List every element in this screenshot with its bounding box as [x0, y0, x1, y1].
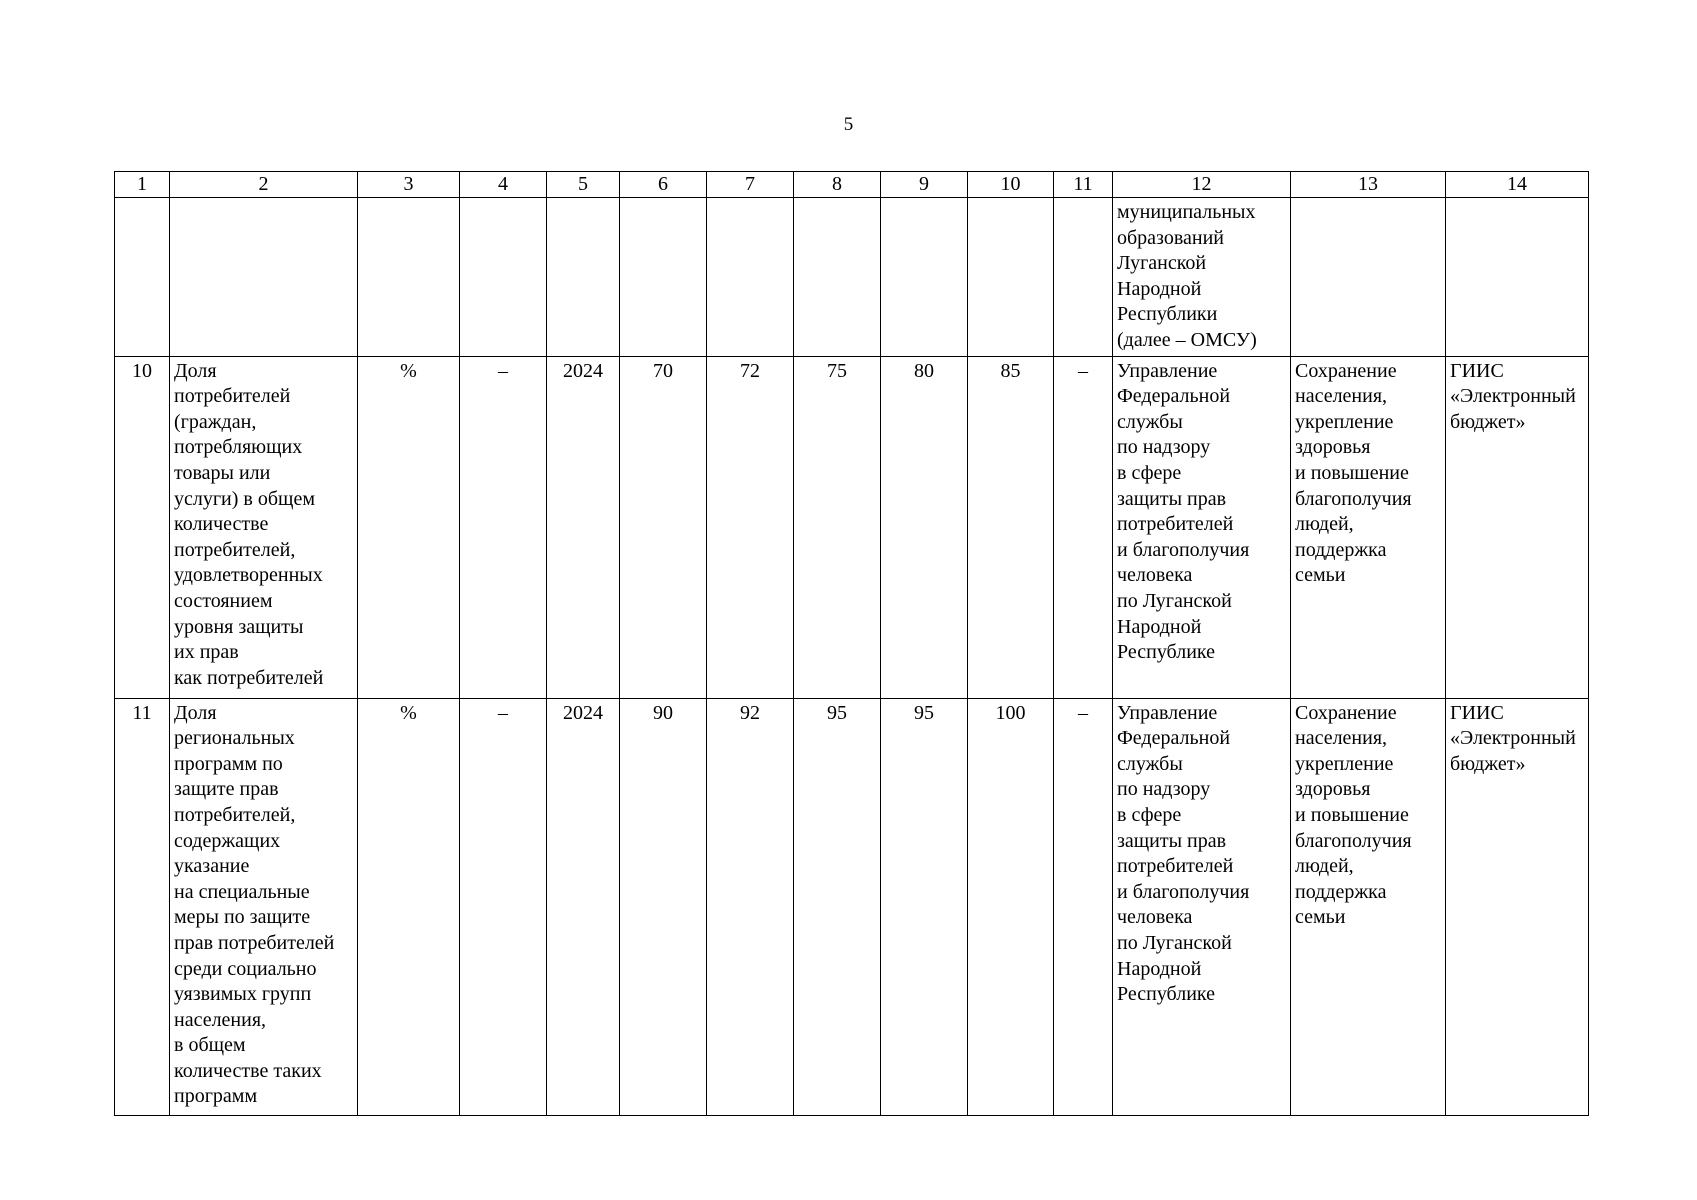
indicators-table	[114, 171, 1589, 1116]
column-header-7: 7	[707, 172, 794, 198]
column-header-4: 4	[460, 172, 547, 198]
column-header-13: 13	[1291, 172, 1446, 198]
row-number-cell: 11	[115, 698, 170, 1115]
year-cell: 2024	[547, 356, 620, 698]
column-header-9: 9	[881, 172, 968, 198]
unit-cell: %	[358, 698, 460, 1115]
column-header-10: 10	[968, 172, 1054, 198]
responsible-cell: Управление Федеральной службы по надзору в сфере защиты прав потребителей и благополучия человека по Луганской Народной Республике	[1113, 698, 1291, 1115]
table-cell	[1446, 198, 1589, 357]
responsible-cell: Управление Федеральной службы по надзору в сфере защиты прав потребителей и благополучия человека по Луганской Народной Республике	[1113, 356, 1291, 698]
value-cell-7: 92	[707, 698, 794, 1115]
goal-cell: Сохранение населения, укрепление здоровья и повышение благополучия людей, поддержка семьи	[1291, 698, 1446, 1115]
goal-cell: Сохранение населения, укрепление здоровья и повышение благополучия людей, поддержка семьи	[1291, 356, 1446, 698]
column-header-2: 2	[170, 172, 358, 198]
information-system-cell: ГИИС «Электронный бюджет»	[1446, 698, 1589, 1115]
value-cell-9: 95	[881, 698, 968, 1115]
table-cell	[794, 198, 881, 357]
value-cell-8: 75	[794, 356, 881, 698]
value-cell-9: 80	[881, 356, 968, 698]
table-row-continuation	[115, 198, 1589, 357]
column-header-11: 11	[1054, 172, 1113, 198]
information-system-cell: ГИИС «Электронный бюджет»	[1446, 356, 1589, 698]
table-cell	[547, 198, 620, 357]
column-header-3: 3	[358, 172, 460, 198]
column-header-12: 12	[1113, 172, 1291, 198]
value-cell-10: 100	[968, 698, 1054, 1115]
table-cell	[881, 198, 968, 357]
column-header-14: 14	[1446, 172, 1589, 198]
value-cell-6: 90	[620, 698, 707, 1115]
column-header-6: 6	[620, 172, 707, 198]
table-cell	[1054, 198, 1113, 357]
column-header-1: 1	[115, 172, 170, 198]
column-header-5: 5	[547, 172, 620, 198]
table-cell	[115, 198, 170, 357]
year-cell: 2024	[547, 698, 620, 1115]
value-cell-6: 70	[620, 356, 707, 698]
responsible-cell: муниципальных образований Луганской Народной Республики (далее – ОМСУ)	[1113, 198, 1291, 357]
base-value-cell: –	[460, 698, 547, 1115]
value-cell-11: –	[1054, 356, 1113, 698]
indicator-name-cell: Доля потребителей (граждан, потребляющих товары или услуги) в общем количестве потребителей, удовлетворенных состоянием уровня защиты их прав как потребителей	[170, 356, 358, 698]
table-cell	[620, 198, 707, 357]
table-cell	[170, 198, 358, 357]
table-cell	[1291, 198, 1446, 357]
value-cell-10: 85	[968, 356, 1054, 698]
indicator-name-cell: Доля региональных программ по защите прав потребителей, содержащих указание на специальные меры по защите прав потребителей среди социально уязвимых групп населения, в общем количестве таких программ	[170, 698, 358, 1115]
value-cell-11: –	[1054, 698, 1113, 1115]
row-number-cell: 10	[115, 356, 170, 698]
value-cell-7: 72	[707, 356, 794, 698]
table-cell	[460, 198, 547, 357]
table-row	[115, 698, 1589, 1115]
table-cell	[707, 198, 794, 357]
page-number: 5	[843, 114, 854, 135]
table-cell	[968, 198, 1054, 357]
base-value-cell: –	[460, 356, 547, 698]
table-row	[115, 356, 1589, 698]
value-cell-8: 95	[794, 698, 881, 1115]
table-cell	[358, 198, 460, 357]
header-row	[115, 172, 1589, 198]
column-header-8: 8	[794, 172, 881, 198]
unit-cell: %	[358, 356, 460, 698]
